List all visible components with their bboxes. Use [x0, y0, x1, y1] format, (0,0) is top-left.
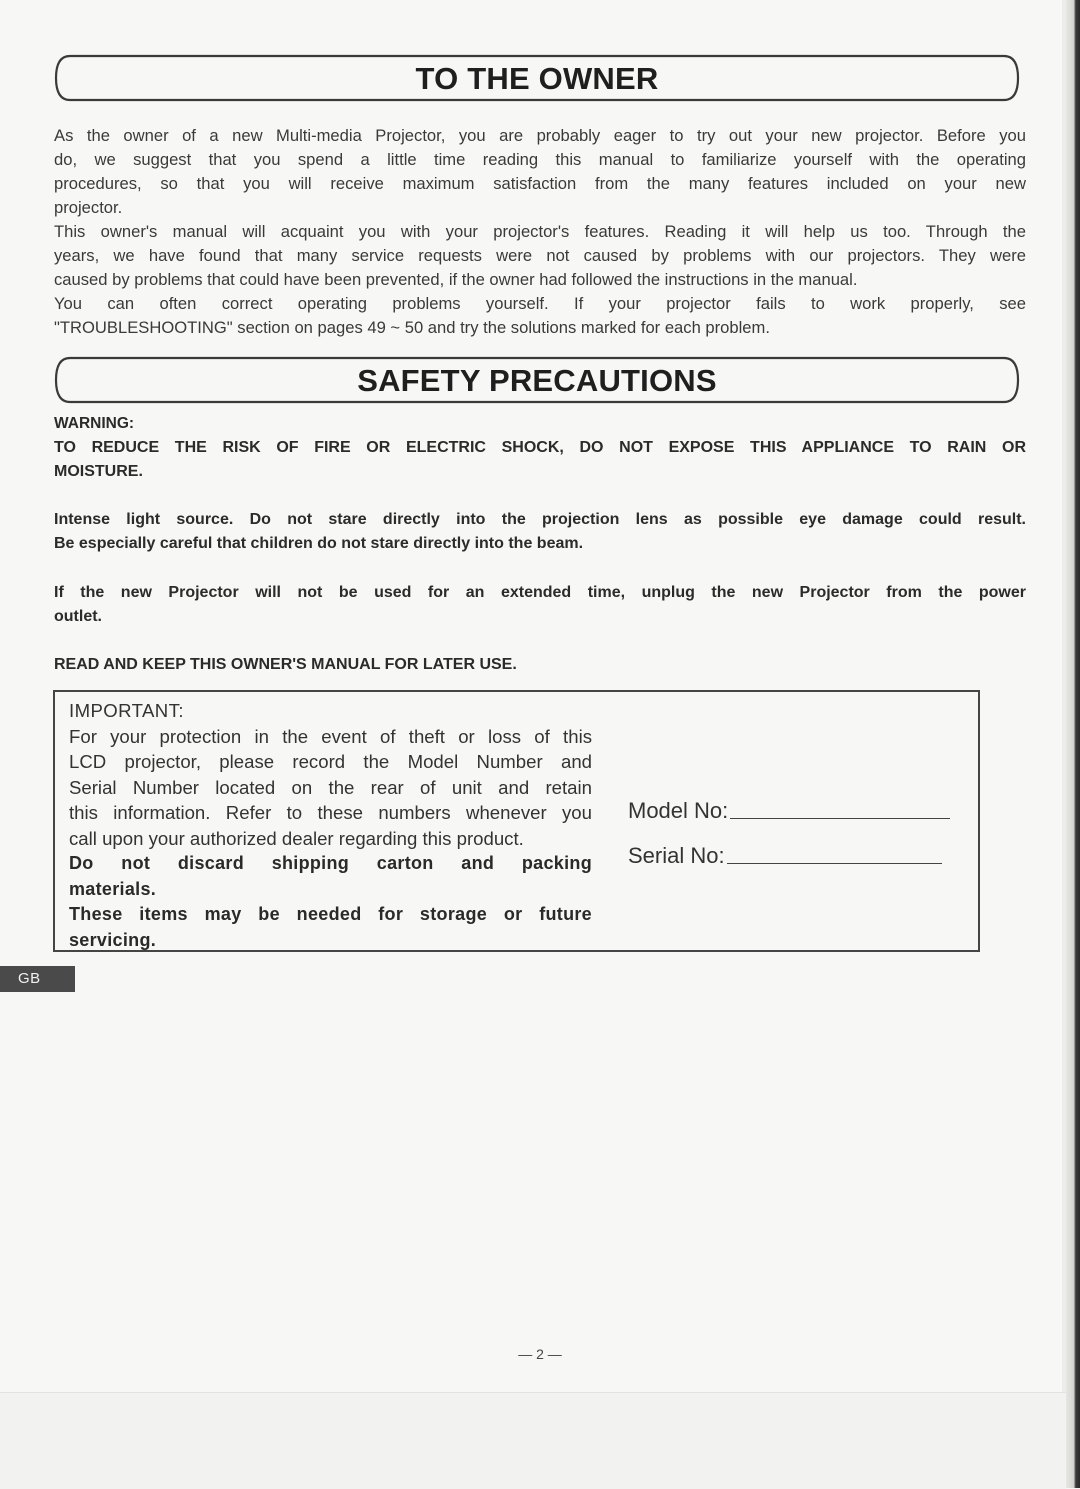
serial-number-field — [628, 839, 942, 869]
page-binding-edge — [1066, 0, 1080, 1488]
important-body-line: LCD projector, please record the Model Number and — [69, 751, 592, 772]
unplug-line-2: outlet. — [54, 608, 102, 625]
light-source-warning — [54, 508, 1026, 556]
owner-p1-line2: do, we suggest that you spend a little time reading this manual to familiarize yourself with the operating — [54, 150, 1026, 169]
page-number: — 2 — — [518, 1346, 562, 1362]
important-body-line: Serial Number located on the rear of unit and retain — [69, 776, 592, 798]
owner-p3-line2: "TROUBLESHOOTING" section on pages 49 ~ 50 and try the solutions marked for each problem. — [54, 318, 770, 337]
warning-line-1: TO REDUCE THE RISK OF FIRE OR ELECTRIC SHOCK, DO NOT EXPOSE THIS APPLIANCE TO RAIN OR — [54, 439, 1026, 456]
owner-p1-line3: procedures, so that you will receive maximum satisfaction from the many features included on your new — [54, 174, 1026, 193]
model-number-blank — [730, 818, 950, 819]
safety-precautions-title: SAFETY PRECAUTIONS — [357, 363, 717, 398]
serial-number-label: Serial No: — [628, 843, 725, 868]
page-bottom-margin — [0, 1392, 1066, 1489]
carton-line-1: Do not discard shipping carton and packing — [69, 853, 592, 873]
light-line-1: Intense light source. Do not stare directly into the projection lens as possible eye damage could result. — [54, 511, 1026, 528]
important-text — [69, 698, 592, 953]
important-body-line: this information. Refer to these numbers whenever you — [69, 802, 592, 823]
important-body-line: call upon your authorized dealer regarding this product. — [69, 827, 524, 849]
serial-number-blank — [727, 863, 942, 864]
important-heading: IMPORTANT: — [69, 700, 184, 721]
warning-label: WARNING: — [54, 415, 135, 432]
light-line-2: Be especially careful that children do not stare directly into the beam. — [54, 535, 584, 552]
warning-text — [54, 436, 1026, 484]
carton-line-2: materials. — [69, 878, 157, 899]
to-the-owner-banner — [54, 54, 1020, 102]
owner-p2-line2: years, we have found that many service requests were not caused by problems with our projectors. They were — [54, 246, 1026, 265]
owner-p2-line1: This owner's manual will acquaint you with your projector's features. Reading it will help us too. Through the — [54, 222, 1026, 241]
owner-p1-line4: projector. — [54, 198, 123, 217]
to-the-owner-title: TO THE OWNER — [415, 61, 659, 96]
owner-p1-line1: As the owner of a new Multi-media Projector, you are probably eager to try out your new projector. Before you — [54, 126, 1026, 145]
important-box — [53, 690, 980, 952]
storage-line-2: servicing. — [69, 929, 157, 950]
owner-p2-line3: caused by problems that could have been prevented, if the owner had followed the instructions in the manual. — [54, 270, 858, 289]
unplug-line-1: If the new Projector will not be used for an extended time, unplug the new Projector from the power — [54, 584, 1026, 601]
safety-precautions-banner — [54, 356, 1020, 404]
model-number-field — [628, 794, 950, 824]
important-body-line: For your protection in the event of theft or loss of this — [69, 725, 592, 747]
read-keep-notice: READ AND KEEP THIS OWNER'S MANUAL FOR LATER USE. — [54, 656, 517, 673]
storage-line-1: These items may be needed for storage or future — [69, 904, 592, 924]
warning-line-2: MOISTURE. — [54, 463, 143, 480]
language-tab: GB — [0, 966, 75, 992]
unplug-warning — [54, 581, 1026, 629]
owner-p3-line1: You can often correct operating problems yourself. If your projector fails to work properly, see — [54, 294, 1026, 313]
model-number-label: Model No: — [628, 798, 729, 823]
owner-intro-text — [54, 124, 1026, 340]
